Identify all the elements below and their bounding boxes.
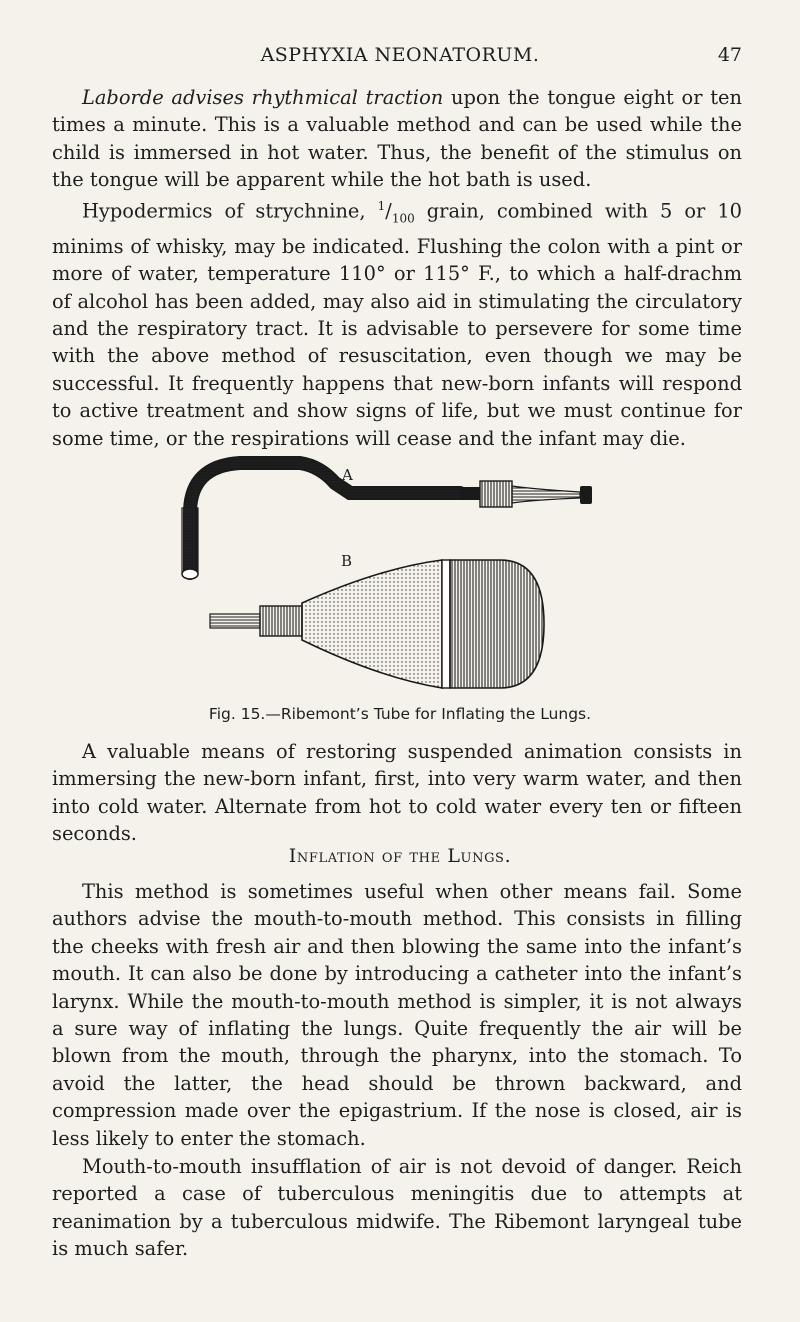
ribemont-tube-illustration (160, 448, 660, 708)
tube-a (182, 463, 592, 579)
section-heading: Inflation of the Lungs. (288, 845, 512, 867)
paragraph-hypodermics: Hypodermics of strychnine, $^1/_{100}$ grain, combined with 5 or 10 minims of whisky, may be indicated. Flushing the colon with a pint or more of water, temperature 110° or 115° F., to which a half-drachm of alcohol has been added, may also aid in stimulating the circulatory and the respiratory tract. It is advisable to persevere for some time with the above method of resuscitation, even though we may be successful. It frequently happens that new-born infants will respond to active treatment and show signs of life, but we must continue for some time, or the respirations will cease and the infant may die. (52, 199, 742, 450)
hypodermics-text: grain, combined with 5 or 10 minims of whisky, may be indicated. Flushing the colon with a pint or more of water, temperature 110° or 115° F., to which a half-drachm of alcohol has been added, may also aid in stimulating the circulatory and the respiratory tract. It is advisable to persevere for some time with the above method of resuscitation, even though we may be successful. It frequently happens that new-born infants will respond to active treatment and show signs of life, but we must continue for some time, or the respirations will cease and the infant may die. (52, 199, 742, 450)
paragraph-insufflation: Mouth-to-mouth insufflation of air is not devoid of danger. Reich reported a case of tuberculous meningitis due to attempts at reanimation by a tuberculous midwife. The Ribemont laryngeal tube is much safer. (52, 1155, 742, 1261)
laborde-italic: Laborde advises rhythmical traction (82, 86, 444, 109)
page-number: 47 (717, 44, 742, 66)
paragraph-inflation: This method is sometimes useful when other means fail. Some authors advise the mouth-to-mouth method. This consists in filling the cheeks with fresh air and then blowing the same into the infant’s mouth. It can also be done by introducing a catheter into the infant’s larynx. While the mouth-to-mouth method is simpler, it is not always a sure way of inflating the lungs. Quite frequently the air will be blown from the mouth, through the pharynx, into the stomach. To avoid the latter, the head should be thrown backward, and compression made over the epigastrium. If the nose is closed, air is less likely to enter the stomach. (52, 880, 742, 1150)
fraction-numerator: 1 (377, 199, 386, 213)
fraction-denominator: 100 (391, 211, 415, 226)
paragraph-laborde (52, 84, 742, 194)
bulb-b (210, 552, 544, 688)
running-head: ASPHYXIA NEONATORUM. (260, 44, 540, 66)
page-header (0, 44, 800, 74)
label-a: A (342, 466, 353, 484)
label-b: B (341, 552, 353, 570)
paragraph-laborde-text: upon the tongue eight or ten times a minute. This is a valuable method and can be used while the child is immersed in hot water. Thus, the benefit of the stimulus on the tongue will be apparent while the hot bath is used. (52, 86, 742, 192)
figure-caption: Fig. 15.—Ribemont’s Tube for Inflating the Lungs. (208, 705, 592, 723)
figure-ribemont-tube (160, 448, 660, 708)
paragraph-immersion: A valuable means of restoring suspended animation consists in immersing the new-born infant, first, into very warm water, and then into cold water. Alternate from hot to cold water every ten or fifteen seconds. (52, 740, 742, 846)
hypodermics-lead: Hypodermics of strychnine, (82, 199, 366, 223)
